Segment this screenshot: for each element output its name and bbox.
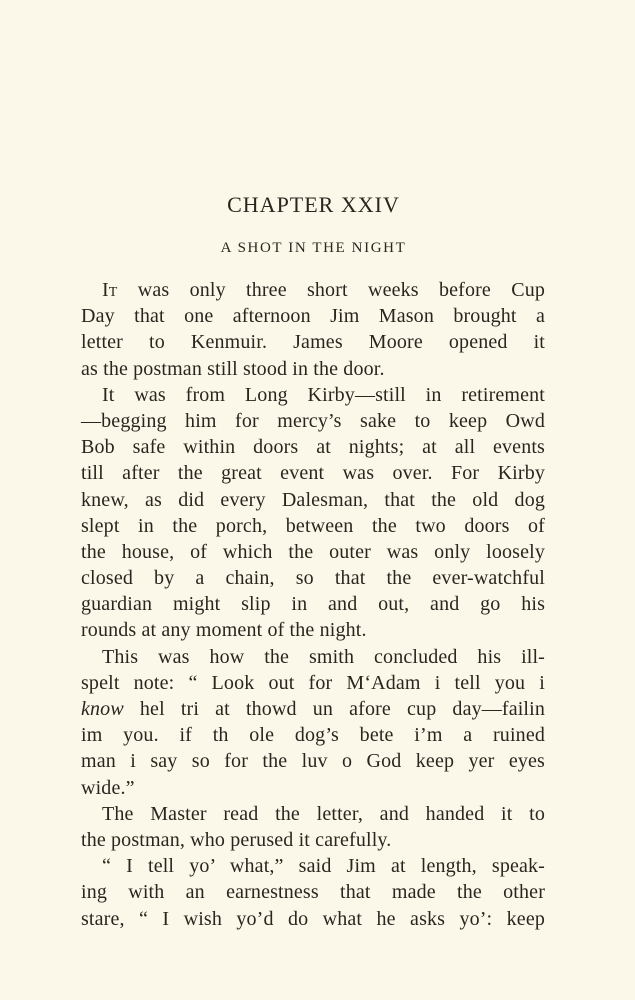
line-text: This was how the smith concluded his ill- [102, 645, 545, 668]
text-line [81, 644, 545, 670]
line-text: Bob safe within doors at nights; at all events [81, 436, 545, 459]
line-text: hel tri at thowd un afore cup day—failin [123, 698, 545, 720]
line-text: guardian might slip in and out, and go his [81, 593, 545, 616]
line-text: “ I tell yo’ what,” said Jim at length, speak- [102, 855, 545, 878]
text-line [81, 617, 545, 643]
text-line [81, 696, 545, 722]
line-text: man i say so for the luv o God keep yer eyes [81, 750, 545, 773]
line-text: ing with an earnestness that made the other [81, 881, 545, 904]
line-text: closed by a chain, so that the ever-watchful [81, 567, 545, 590]
text-line [81, 853, 545, 879]
text-line [81, 670, 545, 696]
line-text: the postman, who perused it carefully. [81, 828, 392, 851]
chapter-title: CHAPTER XXIV [227, 192, 400, 217]
line-text: rounds at any moment of the night. [81, 619, 367, 642]
line-text: as the postman still stood in the door. [81, 357, 385, 380]
text-line [81, 539, 545, 565]
text-line [81, 906, 545, 932]
line-text: wide.” [81, 776, 135, 799]
text-line [81, 748, 545, 774]
text-line [81, 356, 545, 382]
text-line [81, 565, 545, 591]
text-line [81, 408, 545, 434]
text-line [81, 513, 545, 539]
chapter-body [81, 277, 545, 932]
text-line [81, 591, 545, 617]
line-text: till after the great event was over. For Kirby [81, 462, 545, 485]
drop-word: It [102, 279, 118, 301]
line-text: —begging him for mercy’s sake to keep Owd [81, 409, 545, 432]
line-text: letter to Kenmuir. James Moore opened it [81, 331, 545, 354]
text-line [81, 827, 545, 853]
text-line [81, 434, 545, 460]
line-text: It was from Long Kirby—still in retirement [102, 383, 545, 406]
line-text: was only three short weeks before Cup [117, 279, 545, 301]
text-line [81, 879, 545, 905]
line-text: the house, of which the outer was only loosely [81, 540, 545, 563]
text-line [81, 329, 545, 355]
line-text: The Master read the letter, and handed it to [102, 802, 545, 825]
text-line [81, 277, 545, 303]
line-text: im you. if th ole dog’s bete i’m a ruined [81, 724, 545, 747]
line-text: slept in the porch, between the two doors of [81, 514, 545, 537]
text-line [81, 460, 545, 486]
text-line [81, 801, 545, 827]
text-line [81, 487, 545, 513]
line-text: knew, as did every Dalesman, that the old dog [81, 488, 545, 511]
text-line [81, 303, 545, 329]
italic-word: know [81, 698, 124, 720]
line-text: Day that one afternoon Jim Mason brought a [81, 305, 545, 328]
line-text: stare, “ I wish yo’d do what he asks yo’: keep [81, 907, 545, 930]
chapter-subtitle: A SHOT IN THE NIGHT [220, 240, 407, 256]
text-line [81, 775, 545, 801]
line-text: spelt note: “ Look out for M‘Adam i tell you i [81, 671, 545, 694]
text-line [81, 382, 545, 408]
text-line [81, 722, 545, 748]
